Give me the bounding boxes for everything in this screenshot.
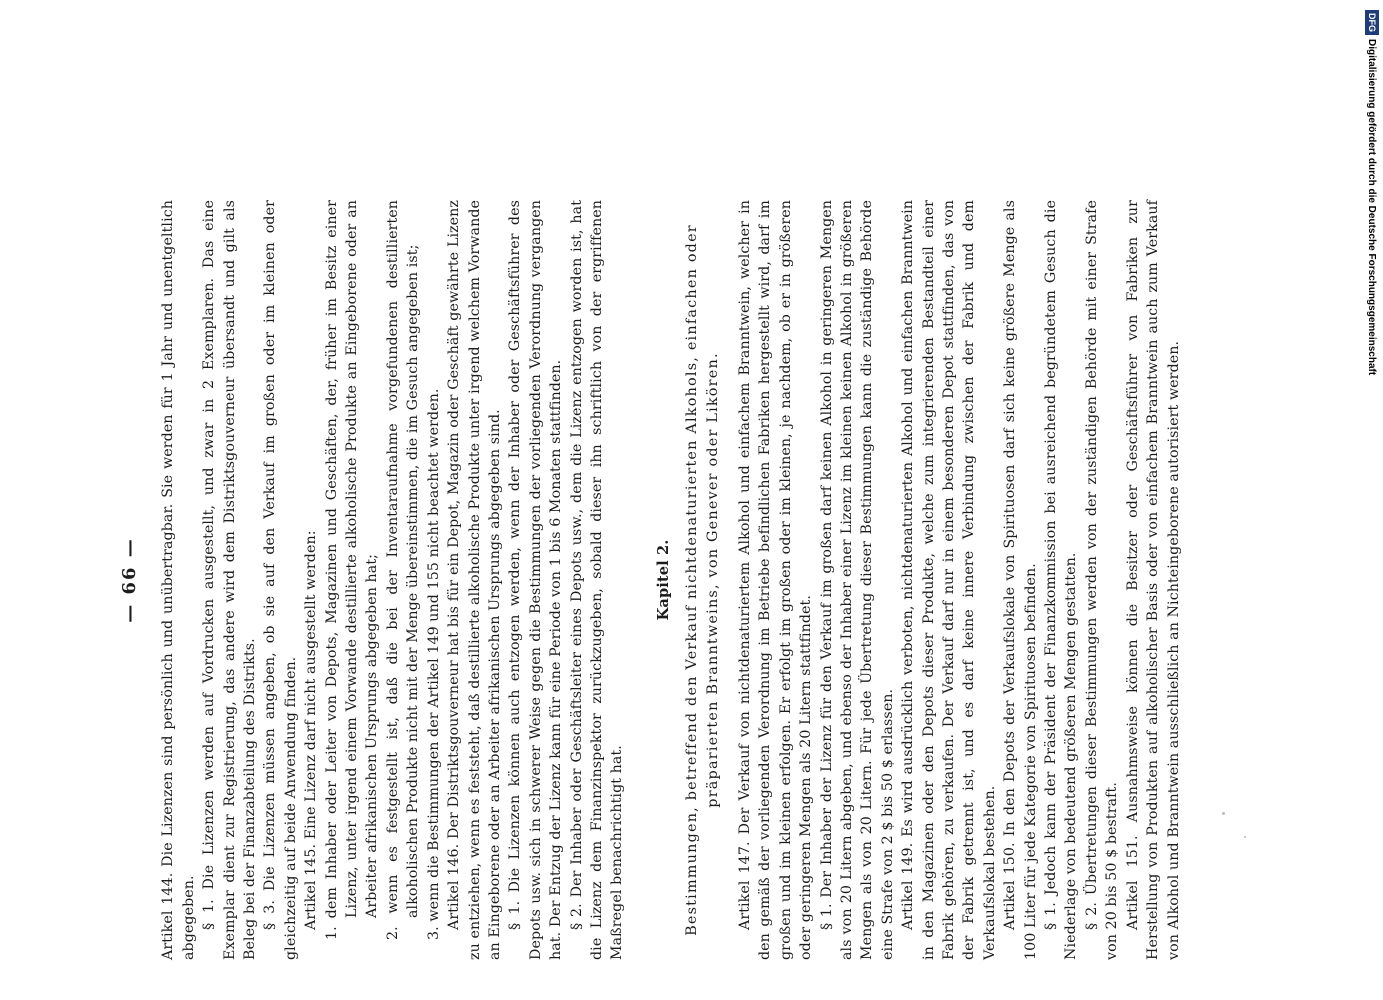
article-145-item-2: 2. wenn es festgestellt ist, daß die bei der Inventaraufnahme vorgefundenen destillierten alkoholischen Produkte nicht mit der Menge übereinstimmen, die im Gesuch angegeben ist; bbox=[384, 200, 422, 940]
article-146: Artikel 146. Der Distriktsgouverneur hat bis für ein Depot, Magazin oder Geschäft gewährte Lizenz zu entziehen, wenn es feststeht, daß destillierte alkoholische Produkte unter irgend welchem Vorwande an Eingeborene oder an Arbeiter afrikanischen Ursprungs abgegeben sind. bbox=[446, 200, 503, 960]
scan-speck bbox=[1244, 836, 1246, 838]
article-144: Artikel 144. Die Lizenzen sind persönlich und unübertragbar. Sie werden für 1 Jahr und unentgeltlich abgegeben. bbox=[160, 200, 197, 960]
article-150-par-2: § 2. Übertretungen dieser Bestimmungen werden von der zuständigen Behörde mit einer Strafe von 20 bis 50 $ bestraft. bbox=[1083, 200, 1121, 960]
article-150-par-1: § 1. Jedoch kann der Präsident der Finanzkommission bei ausreichend begründetem Gesuch die Niederlage von bedeutend größeren Mengen gestatten. bbox=[1043, 200, 1080, 960]
article-145-item-1: 1. dem Inhaber oder Leiter von Depots, Magazinen und Geschäften, der, früher im Besitz einer Lizenz, unter irgend einem Vorwande destillierte alkoholische Produkte an Eingeborene oder an Arbeiter afrikanischen Ursprungs abgegeben hat; bbox=[323, 200, 381, 940]
article-144-par-3: § 3. Die Lizenzen müssen angeben, ob sie auf den Verkauf im großen oder im kleinen oder gleichzeitig auf beide Anwendung finden. bbox=[262, 200, 299, 960]
rotated-document-page bbox=[120, 200, 1210, 960]
article-151: Artikel 151. Ausnahmsweise können die Besitzer oder Geschäftsführer von Fabriken zur Herstellung von Produkten auf alkoholischer Basis oder von einfachem Branntwein auch zum Verkauf von Alkohol und Branntwein ausschließlich an Nichteingeborene autorisiert werden. bbox=[1124, 200, 1182, 960]
article-146-par-2: § 2. Der Inhaber oder Geschäftsleiter eines Depots usw., dem die Lizenz entzogen worden ist, hat die Lizenz dem Finanzinspektor zurückzugeben, sobald dieser ihn schriftlich von der ergriffenen Maßregel benachrichtigt hat. bbox=[568, 200, 626, 960]
article-147: Artikel 147. Der Verkauf von nichtdenaturiertem Alkohol und einfachem Branntwein, welcher in den gemäß der vorliegenden Verordnung im Betriebe befindlichen Fabriken hergestellt wird, darf im großen und im kleinen erfolgen. Er erfolgt im großen oder im kleinen, je nachdem, ob er in größeren oder geringeren Mengen als 20 Litern stattfindet. bbox=[736, 200, 815, 960]
dfg-logo: DFG bbox=[1365, 10, 1379, 35]
article-150: Artikel 150. In den Depots der Verkaufslokale von Spirituosen darf sich keine größere Menge als 100 Liter für jede Kategorie von Spirituosen befinden. bbox=[1002, 200, 1039, 960]
scan-speck bbox=[1222, 812, 1225, 815]
page-number: — 66 — bbox=[119, 537, 140, 623]
chapter-heading: Kapitel 2. bbox=[654, 539, 672, 621]
digitization-credit-text: Digitalisierung gefördert durch die Deutsche Forschungsgemeinschaft bbox=[1366, 39, 1377, 376]
digitization-credit bbox=[1364, 10, 1382, 1000]
article-149: Artikel 149. Es wird ausdrücklich verboten, nichtdenaturierten Alkohol und einfachen Branntwein in den Magazinen oder den Depots dieser Produkte, welche zum integrierenden Bestandteil einer Fabrik gehören, zu verkaufen. Der Verkauf darf nur in einem besonderen Depot stattfinden, das von der Fabrik getrennt ist, und es darf keine innere Verbindung zwischen der Fabrik und dem Verkaufslokal bestehen. bbox=[900, 200, 998, 960]
article-145-item-3: 3. wenn die Bestimmungen der Artikel 149 und 155 nicht beachtet werden. bbox=[425, 388, 442, 940]
article-146-par-1: § 1. Die Lizenzen können auch entzogen werden, wenn der Inhaber oder Geschäftsführer des Depots usw. sich in schwerer Weise gegen die Bestimmungen der vorliegenden Verordnung vergangen hat. Der Entzug der Lizenz kann für eine Periode von 1 bis 6 Monaten stattfinden. bbox=[507, 200, 565, 960]
article-144-par-1: § 1. Die Lizenzen werden auf Vordrucken ausgestellt, und zwar in 2 Exemplaren. Das eine Exemplar dient zur Registrierung, das andere wird dem Distriktsgouverneur übersandt und gilt als Beleg bei der Finanzabteilung des Distrikts. bbox=[201, 200, 259, 960]
chapter-subheading: Bestimmungen, betreffend den Verkauf nichtdenaturierten Alkohols, einfachen oder präparierten Branntweins, von Genever oder Likören. bbox=[684, 224, 721, 936]
article-145: Artikel 145. Eine Lizenz darf nicht ausgestellt werden: bbox=[303, 530, 320, 930]
article-147-par-1: § 1. Der Inhaber der Lizenz für den Verkauf im großen darf keinen Alkohol in geringeren Mengen als von 20 Litern abgeben, und ebenso der Inhaber einer Lizenz im kleinen keinen Alkohol in größeren Mengen als von 20 Litern. Für jede Übertretung dieser Bestimmungen kann die zuständige Behörde eine Strafe von 2 $ bis 50 $ erlassen. bbox=[818, 200, 896, 960]
